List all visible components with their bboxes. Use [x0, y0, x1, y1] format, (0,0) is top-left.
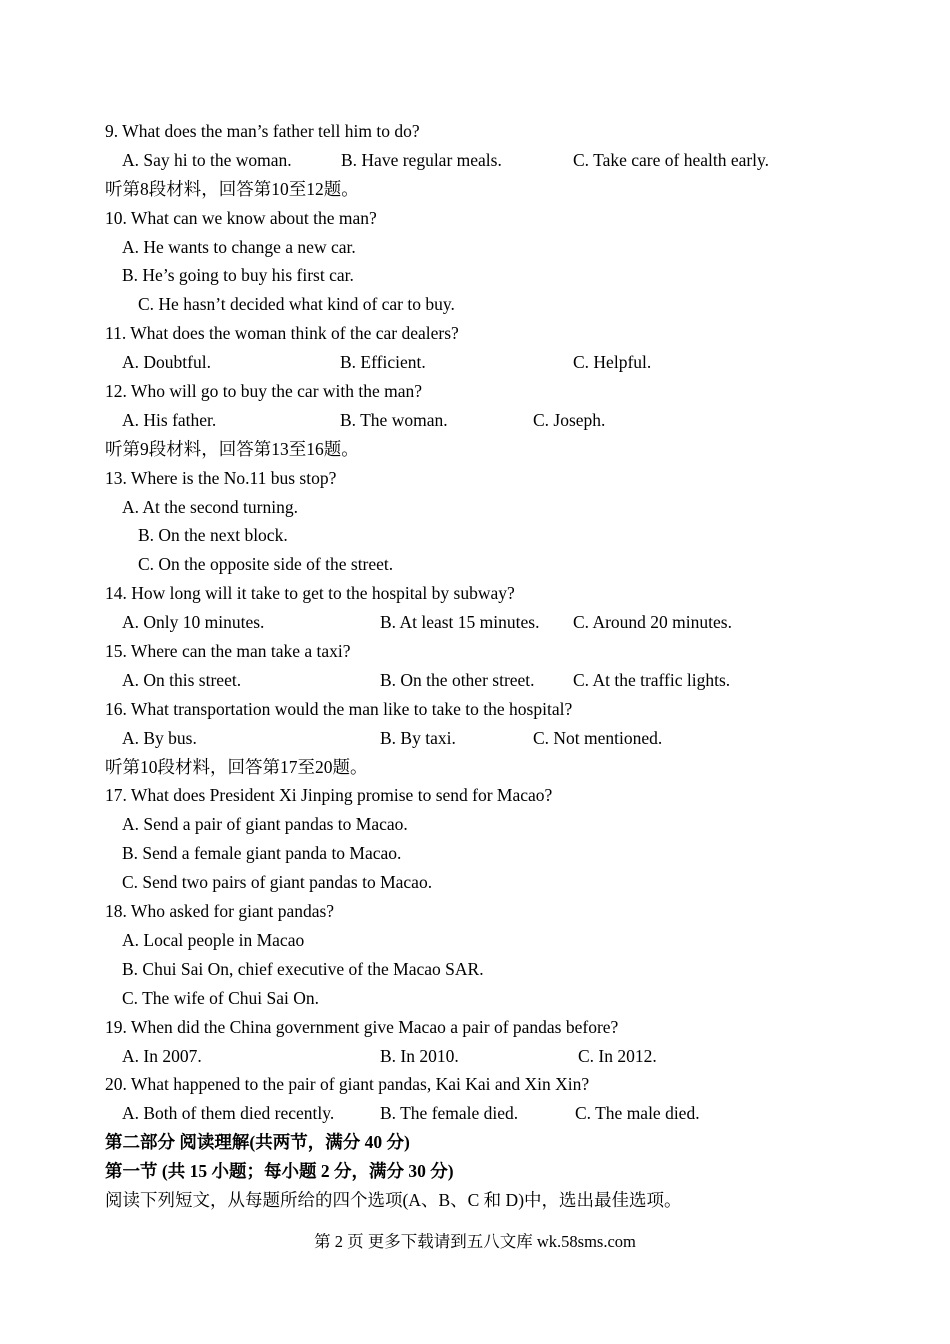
document-body	[105, 117, 865, 1215]
option-text: B. At least 15 minutes.	[380, 612, 540, 633]
option-line	[105, 521, 865, 550]
options-line	[105, 724, 865, 753]
option-text: C. In 2012.	[578, 1045, 657, 1066]
section-instruction	[105, 1186, 865, 1215]
option-line	[105, 810, 865, 839]
option-text: C. The male died.	[575, 1103, 700, 1124]
option-text: C. Not mentioned.	[533, 727, 663, 748]
option-text: B. On the other street.	[380, 669, 535, 690]
options-line	[105, 348, 865, 377]
option-text: C. At the traffic lights.	[573, 669, 731, 690]
option-text: B. Efficient.	[340, 352, 426, 373]
options-line	[105, 608, 865, 637]
option-text: B. In 2010.	[380, 1045, 459, 1066]
question-line	[105, 897, 865, 926]
option-text: A. Doubtful.	[122, 352, 211, 373]
option-line	[105, 955, 865, 984]
line-text: A. He wants to change a new car.	[122, 236, 356, 257]
question-line	[105, 579, 865, 608]
question-line	[105, 695, 865, 724]
option-text: A. In 2007.	[122, 1045, 202, 1066]
question-line	[105, 464, 865, 493]
options-line	[105, 666, 865, 695]
line-text: C. He hasn’t decided what kind of car to buy.	[138, 294, 455, 315]
question-line	[105, 637, 865, 666]
section-instruction	[105, 753, 865, 782]
line-text: 听第10段材料，回答第17至20题。	[105, 756, 368, 777]
line-text: 第一节 (共 15 小题；每小题 2 分，满分 30 分)	[105, 1161, 454, 1182]
line-text: 18. Who asked for giant pandas?	[105, 901, 335, 922]
option-text: B. The woman.	[340, 409, 448, 430]
line-text: A. Local people in Macao	[122, 929, 305, 950]
line-text: 11. What does the woman think of the car dealers?	[105, 323, 459, 344]
option-text: C. Joseph.	[533, 409, 606, 430]
page-footer: 第 2 页 更多下载请到五八文库 wk.58sms.com	[314, 1232, 636, 1251]
option-line	[105, 261, 865, 290]
option-text: A. On this street.	[122, 669, 242, 690]
line-text: 12. Who will go to buy the car with the man?	[105, 381, 423, 402]
section-instruction	[105, 435, 865, 464]
line-text: A. At the second turning.	[122, 496, 298, 517]
line-text: 19. When did the China government give Macao a pair of pandas before?	[105, 1016, 619, 1037]
line-text: B. He’s going to buy his first car.	[122, 265, 354, 286]
option-line	[105, 868, 865, 897]
question-line	[105, 1013, 865, 1042]
options-line	[105, 1099, 865, 1128]
question-line	[105, 319, 865, 348]
section-instruction	[105, 175, 865, 204]
line-text: B. On the next block.	[138, 525, 288, 546]
line-text: 15. Where can the man take a taxi?	[105, 641, 351, 662]
option-line	[105, 926, 865, 955]
line-text: C. Send two pairs of giant pandas to Macao.	[122, 872, 433, 893]
line-text: 13. Where is the No.11 bus stop?	[105, 467, 337, 488]
line-text: 16. What transportation would the man like to take to the hospital?	[105, 698, 573, 719]
options-line	[105, 146, 865, 175]
line-text: 听第8段材料，回答第10至12题。	[105, 178, 359, 199]
option-text: A. By bus.	[122, 727, 197, 748]
question-line	[105, 781, 865, 810]
option-line	[105, 290, 865, 319]
line-text: A. Send a pair of giant pandas to Macao.	[122, 814, 408, 835]
options-line	[105, 1042, 865, 1071]
option-line	[105, 493, 865, 522]
line-text: 第二部分 阅读理解(共两节，满分 40 分)	[105, 1132, 410, 1153]
question-line	[105, 117, 865, 146]
option-line	[105, 233, 865, 262]
option-text: A. Say hi to the woman.	[122, 149, 292, 170]
option-text: C. Around 20 minutes.	[573, 612, 732, 633]
option-line	[105, 839, 865, 868]
line-text: C. On the opposite side of the street.	[138, 554, 394, 575]
option-text: A. Only 10 minutes.	[122, 612, 265, 633]
option-line	[105, 550, 865, 579]
line-text: 听第9段材料，回答第13至16题。	[105, 438, 359, 459]
line-text: 10. What can we know about the man?	[105, 207, 377, 228]
line-text: 9. What does the man’s father tell him to do?	[105, 121, 420, 141]
question-line	[105, 377, 865, 406]
option-text: C. Take care of health early.	[573, 149, 770, 170]
option-text: B. The female died.	[380, 1103, 519, 1124]
option-text: B. Have regular meals.	[341, 149, 502, 170]
line-text: 阅读下列短文，从每题所给的四个选项(A、B、C 和 D)中，选出最佳选项。	[105, 1189, 682, 1210]
option-text: C. Helpful.	[573, 352, 652, 373]
line-text: B. Send a female giant panda to Macao.	[122, 843, 402, 864]
line-text: 17. What does President Xi Jinping promise to send for Macao?	[105, 785, 553, 806]
options-line	[105, 406, 865, 435]
line-text: 14. How long will it take to get to the hospital by subway?	[105, 583, 515, 604]
question-line	[105, 204, 865, 233]
option-text: A. His father.	[122, 409, 217, 430]
question-line	[105, 1070, 865, 1099]
section-header	[105, 1157, 865, 1186]
option-text: B. By taxi.	[380, 727, 456, 748]
line-text: B. Chui Sai On, chief executive of the Macao SAR.	[122, 958, 484, 979]
option-text: A. Both of them died recently.	[122, 1103, 335, 1124]
section-header	[105, 1128, 865, 1157]
option-line	[105, 984, 865, 1013]
line-text: 20. What happened to the pair of giant pandas, Kai Kai and Xin Xin?	[105, 1074, 590, 1095]
line-text: C. The wife of Chui Sai On.	[122, 987, 320, 1008]
